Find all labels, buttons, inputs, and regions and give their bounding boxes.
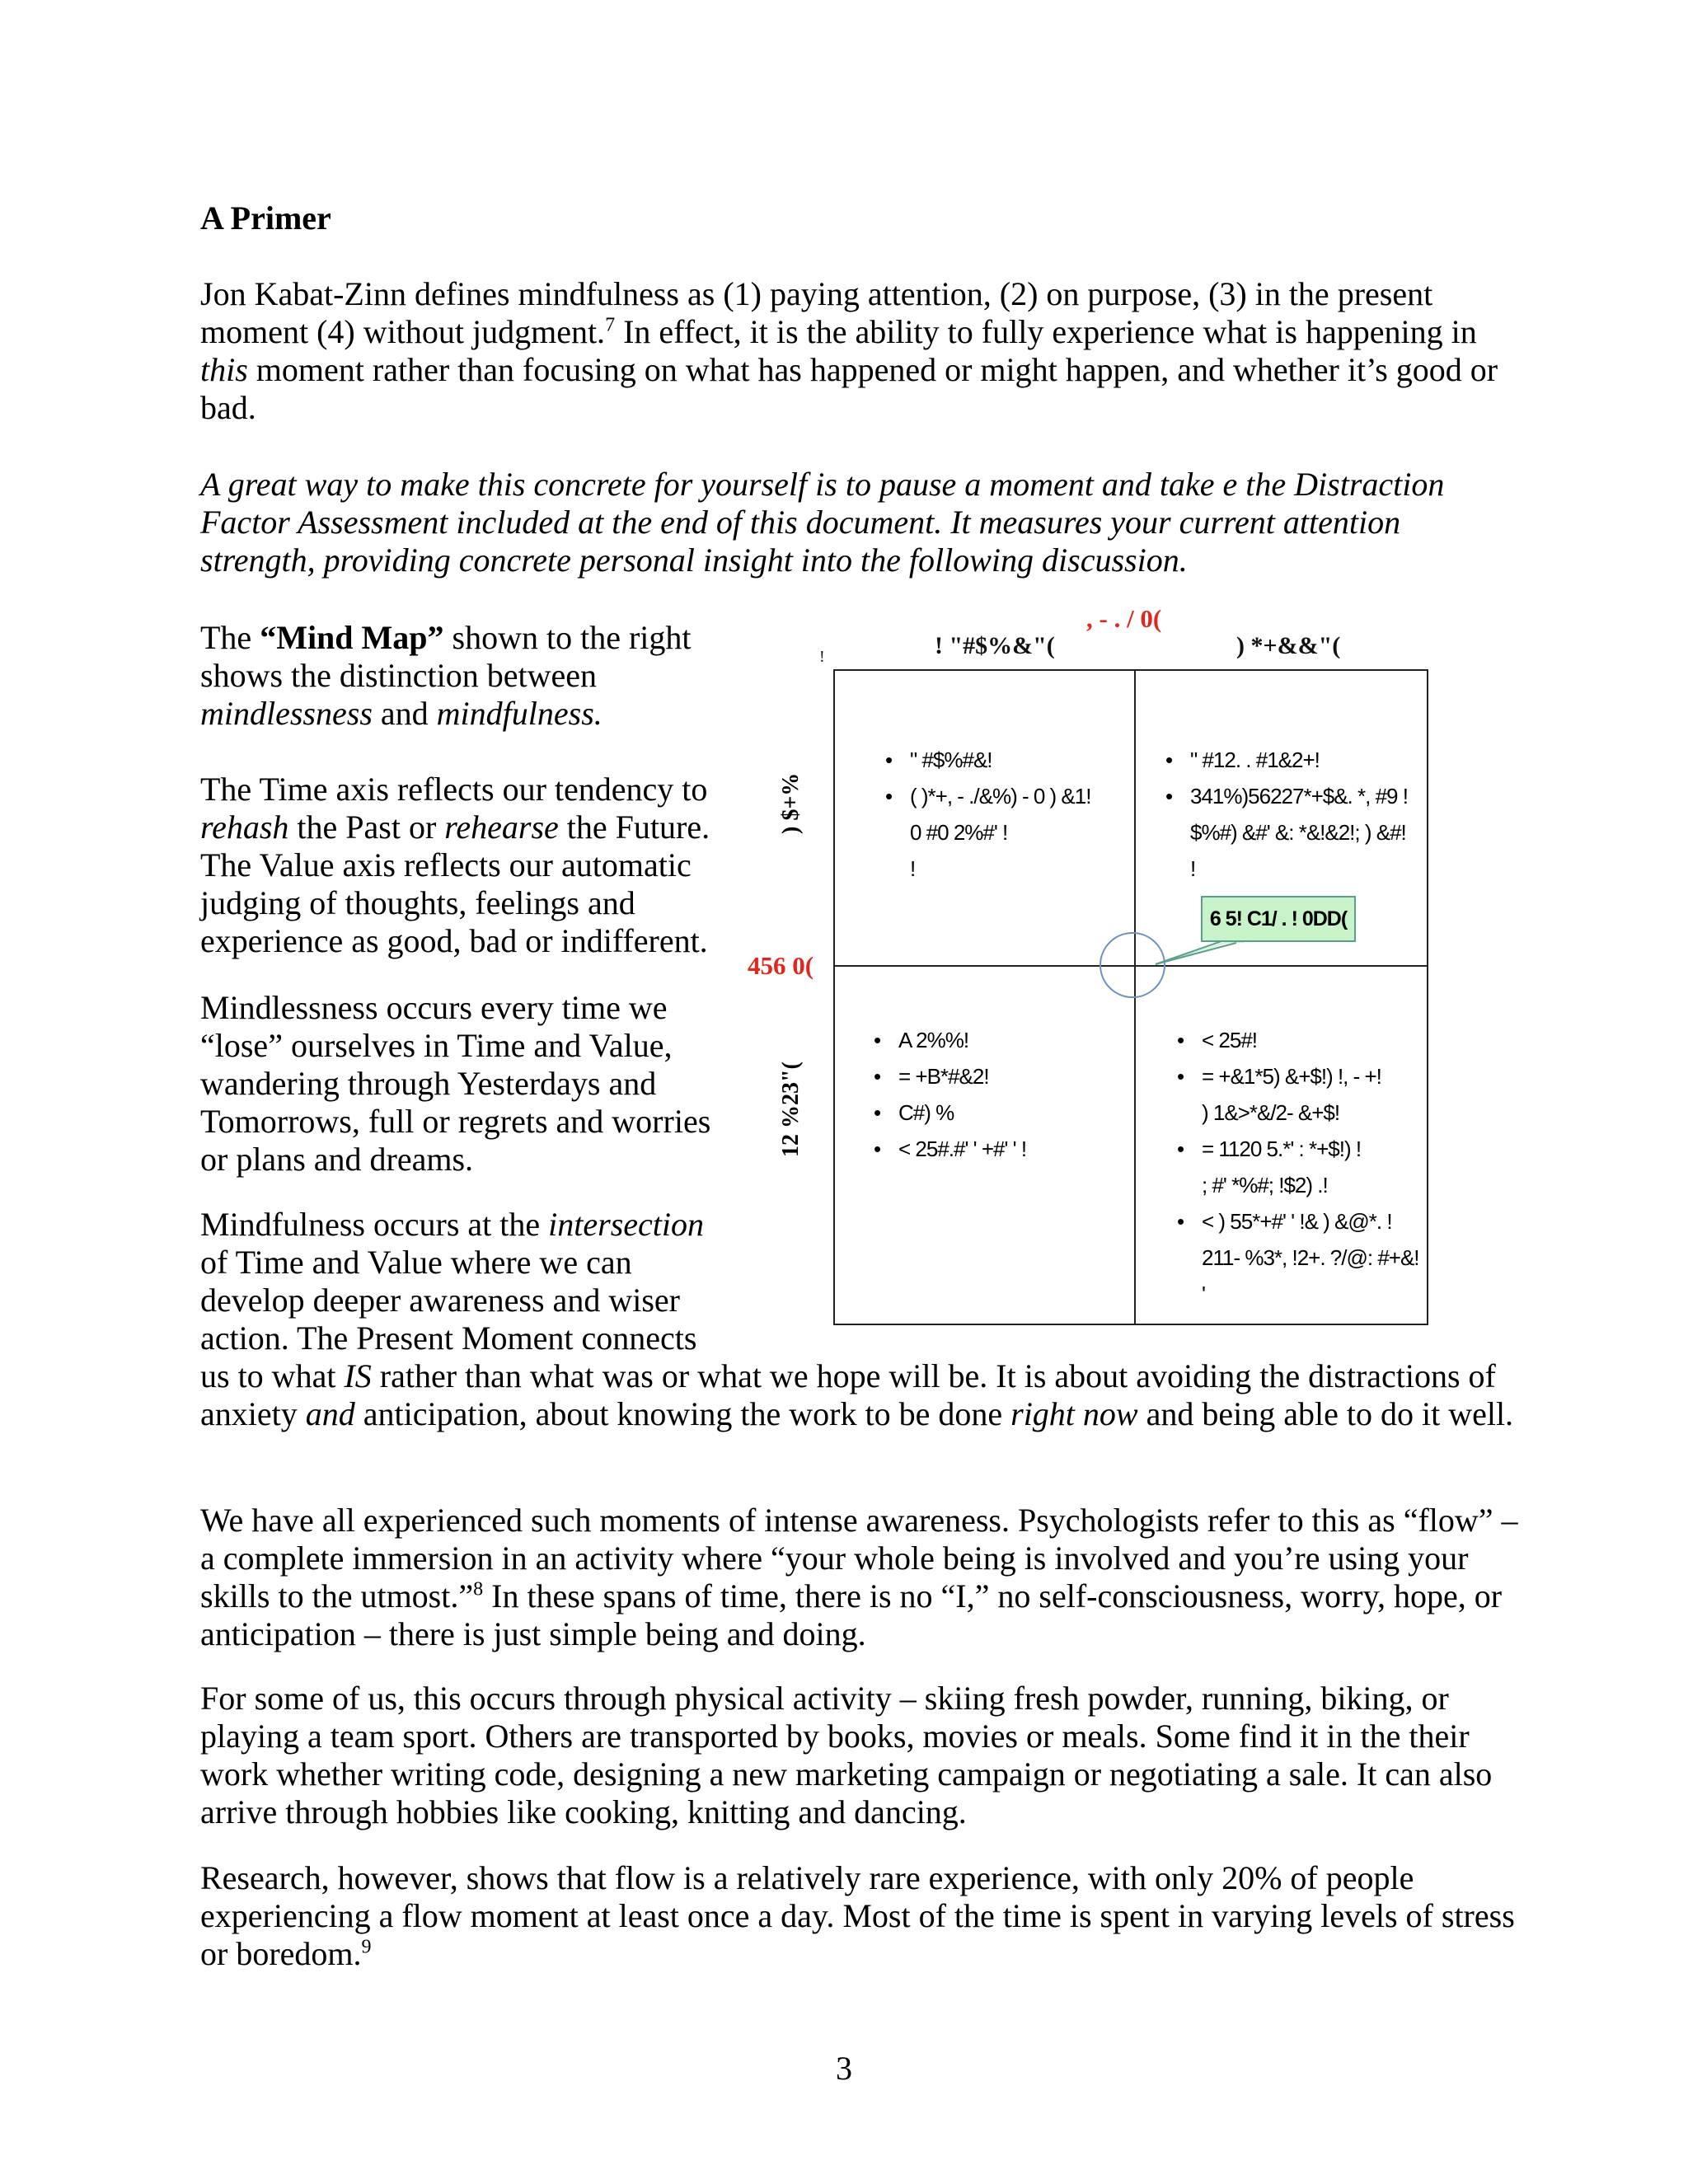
cont-text-c: anticipation, about knowing the work to be done <box>354 1395 1011 1432</box>
list-item: ) 1&>*&/2- &+$! <box>1202 1100 1340 1125</box>
quadrant-future-bad <box>1202 1022 1419 1312</box>
intro-paragraph <box>200 275 1519 427</box>
list-item: 0 #0 2%#' ! <box>910 820 1008 845</box>
mindful-emphasis: intersection <box>548 1206 704 1243</box>
mindful-text-a: Mindfulness occurs at the <box>200 1206 549 1243</box>
cont-emphasis-2: and <box>305 1395 355 1432</box>
cont-text-d: and being able to do it well. <box>1137 1395 1514 1432</box>
mindmap-column-header-past: ! "#$%&"( <box>935 632 1055 659</box>
mm-text-a: The <box>200 619 260 656</box>
intro-text-a: Jon Kabat-Zinn defines mindfulness as (1) paying attention, (2) on purpose, (3) in the present moment (4) without judgment. <box>200 275 1433 350</box>
list-item: ' <box>1202 1282 1205 1306</box>
list-item: • 341%)56227*+$&. *, #9 ! <box>1190 778 1408 814</box>
section-heading: A Primer <box>200 199 331 237</box>
mm-emphasis-2: mindfulness. <box>436 695 603 732</box>
cont-emphasis-1: IS <box>344 1357 372 1394</box>
assessment-note <box>200 466 1519 579</box>
mm-text-c: and <box>372 695 437 732</box>
flow-text-b: In these spans of time, there is no “I,” no self-consciousness, worry, hope, or anticipation – there is just simple being and doing. <box>200 1577 1503 1652</box>
quadrant-past-bad <box>898 1022 1026 1167</box>
cont-text-a: us to what <box>200 1357 345 1394</box>
mind-map-term: “Mind Map” <box>260 619 444 656</box>
time-text-c: the Future. The Value axis reflects our automatic judging of thoughts, feelings and experience as good, bad or indifferent. <box>200 808 710 959</box>
mindmap-time-label: , - . / 0( <box>1086 604 1162 633</box>
list-item: • ( )*+, - ./&%) - 0 ) &1! <box>910 778 1090 814</box>
list-item: • < ) 55*+#' ' !& ) &@*. ! <box>1202 1203 1419 1240</box>
mindful-text-b: of Time and Value where we can develop deeper awareness and wiser action. The Present Moment connects <box>200 1244 697 1357</box>
mindmap-value-label: 456 0( <box>748 951 814 980</box>
assessment-note-text: A great way to make this concrete for yourself is to pause a moment and take e the Distraction Factor Assessment included at the end of this document. It measures your current attention strength, providing concrete personal insight into the following discussion. <box>200 466 1445 579</box>
flow-text-a: We have all experienced such moments of intense awareness. Psychologists refer to this as “flow” – a complete immersion in an activity where “your whole being is involved and you’re using your skills to the utmost.” <box>200 1502 1518 1615</box>
mm-text-b: shown to the right shows the distinction between <box>200 619 692 694</box>
flow-activities-paragraph: For some of us, this occurs through physical activity – skiing fresh powder, running, biking, or playing a team sport. Others are transported by books, movies or meals. Some find it in the their work whether writing code, designing a new marketing campaign or negotiating a sale. It can also arrive through hobbies like cooking, knitting and dancing. <box>200 1680 1493 1830</box>
present-moment-callout: 6 5! C1/ . ! 0DD( <box>1201 896 1356 942</box>
list-item: • < 25#.#' ' +#' ' ! <box>898 1131 1026 1167</box>
intro-text-b: In effect, it is the ability to fully experience what is happening in <box>615 313 1477 350</box>
intro-emphasis: this <box>200 351 248 388</box>
intro-text-c: moment rather than focusing on what has happened or might happen, and whether it’s good or bad. <box>200 351 1498 426</box>
list-item: 211- %3*, !2+. ?/@: #+&! <box>1202 1245 1419 1270</box>
present-moment-paragraph <box>200 1357 1519 1433</box>
mindmap-intro-paragraph <box>200 619 728 733</box>
flow-paragraph <box>200 1502 1519 1653</box>
list-item: ; #' *%#; !$2) .! <box>1202 1173 1328 1197</box>
list-item: • = +B*#&2! <box>898 1058 1026 1094</box>
page-number: 3 <box>836 2050 852 2087</box>
list-item: • " #$%#&! <box>910 742 1090 778</box>
mindfulness-paragraph <box>200 1206 720 1357</box>
mm-emphasis-1: mindlessness <box>200 695 373 732</box>
footnote-ref-8[interactable]: 8 <box>473 1578 484 1601</box>
list-item: • = 1120 5.*' : *+$!) ! <box>1202 1131 1419 1167</box>
time-text-b: the Past or <box>288 808 445 846</box>
list-item: • A 2%%! <box>898 1022 1026 1058</box>
footnote-ref-9[interactable]: 9 <box>361 1936 372 1958</box>
list-item: • C#) % <box>898 1094 1026 1131</box>
quadrant-past-good <box>910 742 1090 887</box>
mindmap-row-label-good: ) $+% <box>778 772 804 834</box>
mindmap-stray-mark: ! <box>819 648 825 666</box>
mindmap-row-label-bad: 12 %23"( <box>778 1062 804 1157</box>
mindmap-column-header-future: ) *+&&"( <box>1236 632 1341 659</box>
cont-text-b: rather than what was or what we hope will be. It is about avoiding the distractions of anxiety <box>200 1357 1496 1432</box>
research-paragraph <box>200 1859 1519 1973</box>
list-item: • < 25#! <box>1202 1022 1419 1058</box>
footnote-ref-7[interactable]: 7 <box>605 314 616 336</box>
research-text: Research, however, shows that flow is a relatively rare experience, with only 20% of people experiencing a flow moment at least once a day. Most of the time is spent in varying levels of stress or boredom. <box>200 1859 1515 1972</box>
list-item: ! <box>910 856 916 881</box>
time-axis-paragraph <box>200 771 728 960</box>
cont-emphasis-3: right now <box>1010 1395 1138 1432</box>
quadrant-future-good <box>1190 742 1408 887</box>
time-emphasis-2: rehearse <box>444 808 559 846</box>
list-item: • = +&1*5) &+$!) !, - +! <box>1202 1058 1419 1094</box>
list-item: ! <box>1190 856 1196 881</box>
time-emphasis-1: rehash <box>200 808 289 846</box>
time-text-a: The Time axis reflects our tendency to <box>200 771 708 808</box>
list-item: • " #12. . #1&2+! <box>1190 742 1408 778</box>
list-item: $%#) &#' &: *&!&2!; ) &#! <box>1190 820 1406 845</box>
mindlessness-paragraph: Mindlessness occurs every time we “lose” ourselves in Time and Value, wandering through Yesterdays and Tomorrows, full or regrets and worries or plans and dreams. <box>200 989 711 1178</box>
